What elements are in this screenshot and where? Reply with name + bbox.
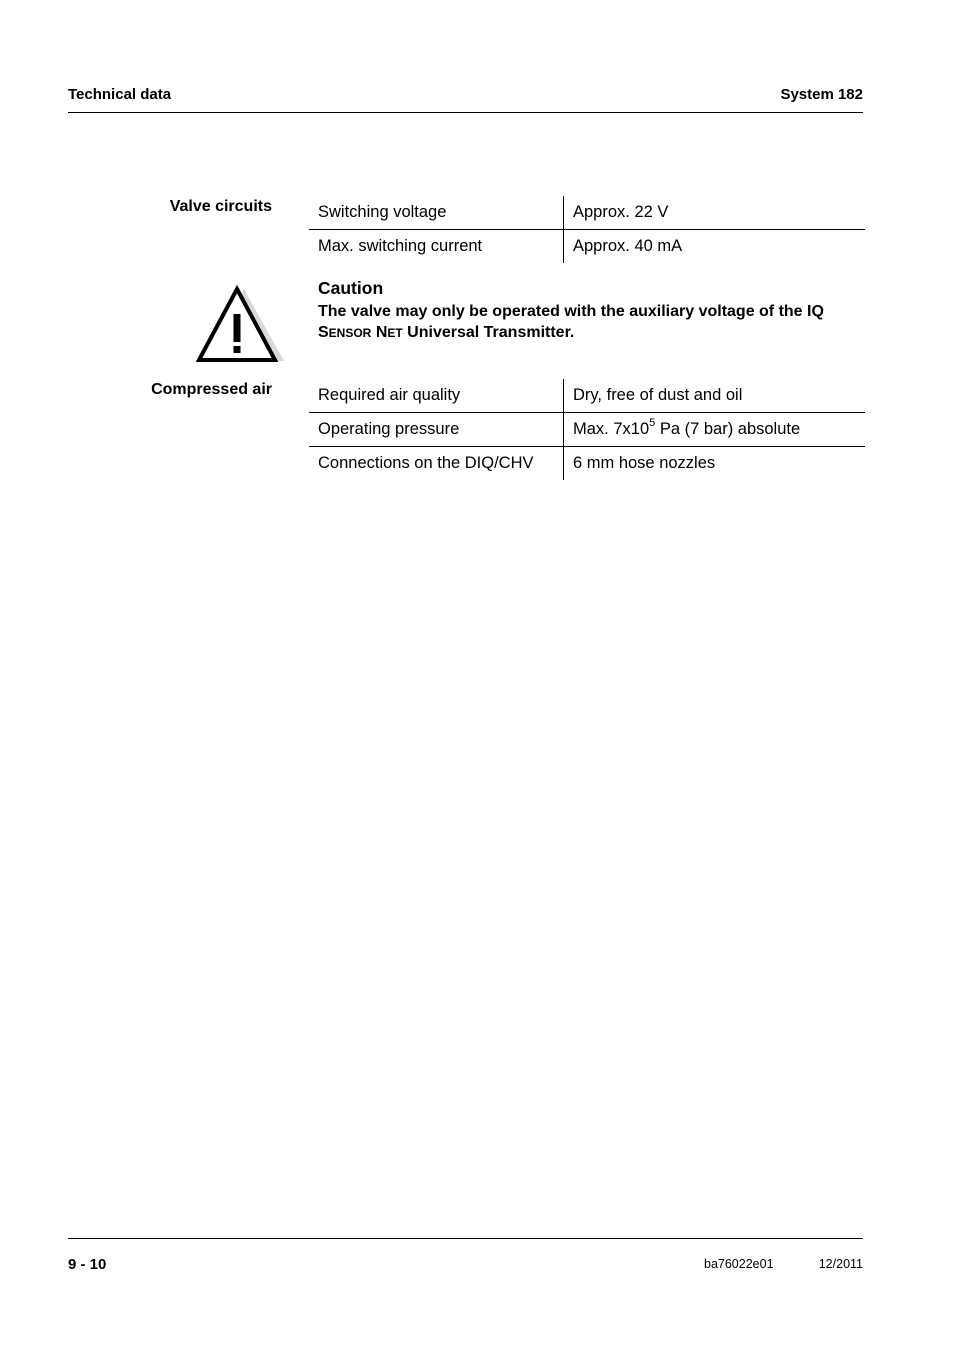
valve-circuits-label: Valve circuits bbox=[169, 198, 272, 215]
spec-key: Connections on the DIQ/CHV bbox=[309, 447, 564, 481]
caution-title: Caution bbox=[318, 278, 384, 298]
table-row bbox=[309, 196, 865, 230]
spec-value bbox=[564, 413, 866, 447]
caution-notice bbox=[318, 278, 863, 344]
spec-key: Required air quality bbox=[309, 379, 564, 413]
spec-value: Dry, free of dust and oil bbox=[573, 386, 743, 404]
warning-triangle-icon bbox=[196, 283, 286, 365]
footer-divider bbox=[68, 1238, 863, 1239]
brand-sensor-rest: ENSOR bbox=[328, 326, 372, 340]
valve-circuits-table bbox=[309, 196, 865, 263]
document-date: 12/2011 bbox=[818, 1257, 863, 1271]
header-product-name: System 182 bbox=[780, 86, 863, 103]
brand-sensor-initial: S bbox=[318, 324, 329, 341]
spec-key: Operating pressure bbox=[309, 413, 564, 447]
spec-key: Max. switching current bbox=[309, 230, 564, 264]
brand-net-rest: ET bbox=[387, 326, 403, 340]
caution-text-start: The valve may only be operated with the auxiliary voltage of the IQ bbox=[318, 303, 824, 320]
caution-text bbox=[318, 301, 863, 344]
header-section-title: Technical data bbox=[68, 86, 172, 103]
spec-value: 6 mm hose nozzles bbox=[564, 447, 866, 481]
table-row bbox=[309, 379, 865, 413]
table-row bbox=[309, 447, 865, 481]
spec-value: Approx. 22 V bbox=[573, 203, 669, 221]
pressure-exponent: 5 bbox=[649, 416, 656, 429]
pressure-value-suffix: Pa (7 bar) absolute bbox=[655, 420, 801, 438]
table-row bbox=[309, 230, 865, 264]
spec-key: Switching voltage bbox=[309, 196, 564, 230]
spec-value: Approx. 40 mA bbox=[564, 230, 866, 264]
compressed-air-label: Compressed air bbox=[151, 381, 272, 398]
brand-net-initial: N bbox=[375, 324, 388, 341]
caution-text-end: Universal Transmitter. bbox=[402, 324, 575, 341]
pressure-value-prefix: Max. 7x10 bbox=[573, 420, 650, 438]
page-number: 9 - 10 bbox=[68, 1256, 107, 1273]
table-row bbox=[309, 413, 865, 447]
compressed-air-table bbox=[309, 379, 865, 480]
document-id: ba76022e01 bbox=[704, 1257, 774, 1271]
header-divider bbox=[68, 112, 863, 113]
